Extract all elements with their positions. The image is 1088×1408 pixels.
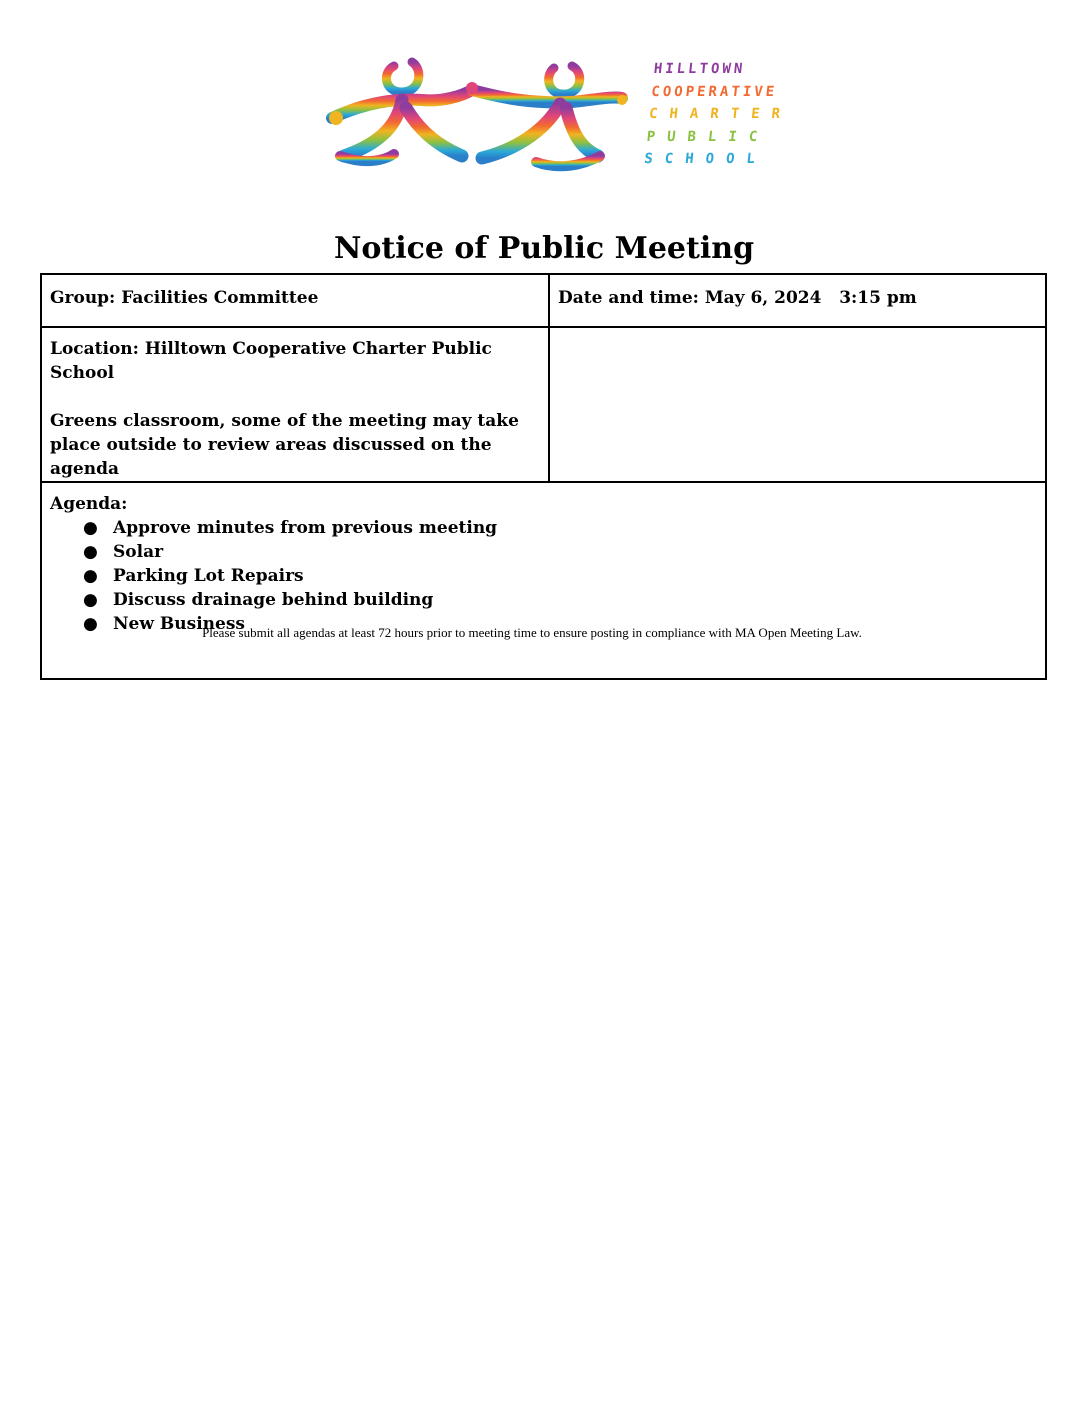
agenda-item bbox=[50, 588, 1037, 612]
agenda-item-text: Discuss drainage behind building bbox=[113, 590, 434, 610]
bullet-icon: ● bbox=[83, 542, 98, 562]
logo-word-school: SCHOOL bbox=[643, 151, 768, 167]
date-time-cell bbox=[549, 274, 1046, 327]
date-time-text: Date and time: May 6, 2024 3:15 pm bbox=[558, 288, 917, 308]
agenda-item-text: New Business bbox=[113, 614, 245, 634]
bullet-icon: ● bbox=[83, 518, 98, 538]
agenda-item bbox=[50, 516, 1037, 540]
page-title: Notice of Public Meeting bbox=[333, 231, 755, 266]
bullet-icon: ● bbox=[83, 614, 98, 634]
agenda-heading: Agenda: bbox=[50, 494, 128, 514]
table-row bbox=[41, 482, 1046, 679]
logo-word-public: PUBLIC bbox=[645, 128, 771, 145]
group-text: Group: Facilities Committee bbox=[50, 288, 319, 308]
agenda-cell bbox=[41, 482, 1046, 679]
bullet-icon: ● bbox=[83, 566, 98, 586]
empty-cell bbox=[549, 327, 1046, 482]
agenda-item-text: Solar bbox=[113, 542, 164, 562]
logo-figures-icon bbox=[322, 52, 632, 180]
logo-word-cooperative: COOPERATIVE bbox=[650, 83, 778, 100]
group-cell bbox=[41, 274, 549, 327]
location-cell bbox=[41, 327, 549, 482]
logo-wordmark bbox=[643, 58, 798, 171]
agenda-item bbox=[50, 540, 1037, 564]
logo-word-hilltown: HILLTOWN bbox=[652, 61, 747, 77]
location-text: Location: Hilltown Cooperative Charter Public School bbox=[50, 339, 492, 383]
logo-word-charter: CHARTER bbox=[648, 106, 793, 122]
location-room-text: Greens classroom, some of the meeting may take place outside to review areas discussed on the agenda bbox=[50, 411, 519, 479]
school-logo bbox=[322, 52, 792, 180]
bullet-icon: ● bbox=[83, 590, 98, 610]
submission-note: Please submit all agendas at least 72 hours prior to meeting time to ensure posting in compliance with MA Open Meeting Law. bbox=[202, 625, 862, 640]
agenda-item-text: Approve minutes from previous meeting bbox=[113, 518, 498, 538]
table-row bbox=[41, 327, 1046, 482]
agenda-item bbox=[50, 564, 1037, 588]
meeting-notice-table bbox=[40, 273, 1047, 680]
agenda-item-text: Parking Lot Repairs bbox=[113, 566, 304, 586]
spacer bbox=[50, 385, 540, 409]
agenda-list bbox=[50, 516, 1037, 636]
table-row bbox=[41, 274, 1046, 327]
